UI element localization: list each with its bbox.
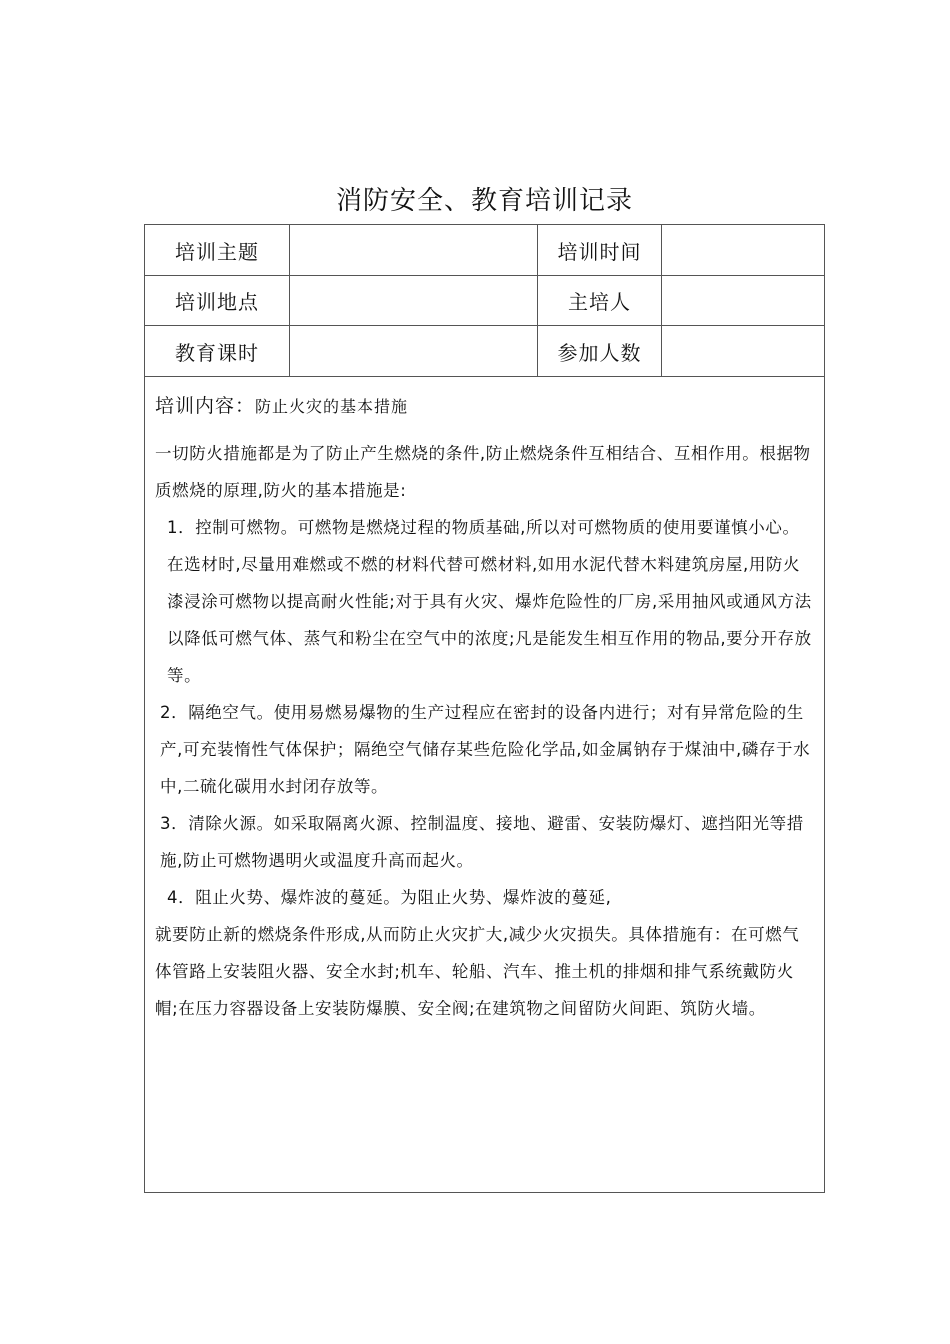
training-time-label: 培训时间: [538, 225, 662, 275]
training-time-value: [662, 225, 824, 275]
training-location-label: 培训地点: [145, 275, 290, 325]
training-content-heading: [155, 387, 814, 425]
class-hours-label: 教育课时: [145, 326, 290, 376]
measure-stop-spread-details: 就要防止新的燃烧条件形成,从而防止火灾扩大,减少火灾损失。具体措施有：在可燃气体管路上安装阻火器、安全水封;机车、轮船、汽车、推土机的排烟和排气系统戴防火帽;在压力容器设备上安装防爆膜、安全阀;在建筑物之间留防火间距、筑防火墙。: [155, 925, 800, 1018]
training-record-table: [144, 224, 825, 1193]
class-hours-value: [290, 326, 538, 376]
attendee-count-label: 参加人数: [538, 326, 662, 376]
measure-control-combustibles: 1．控制可燃物。可燃物是燃烧过程的物质基础,所以对可燃物质的使用要谨慎小心。在选材时,尽量用难燃或不燃的材料代替可燃材料,如用水泥代替木料建筑房屋,用防火漆浸涂可燃物以提高耐火性能;对于具有火灾、爆炸危险性的厂房,采用抽风或通风方法以降低可燃气体、蒸气和粉尘在空气中的浓度;凡是能发生相互作用的物品,要分开存放等。: [167, 518, 812, 685]
intro-paragraph: 一切防火措施都是为了防止产生燃烧的条件,防止燃烧条件互相结合、互相作用。根据物质燃烧的原理,防火的基本措施是:: [155, 444, 811, 500]
trainer-label: 主培人: [538, 275, 662, 325]
table-row-topic-time: [145, 225, 824, 276]
training-content-cell: [145, 377, 824, 1192]
training-topic-label: 培训主题: [145, 225, 290, 275]
table-row-location-trainer: [145, 275, 824, 326]
table-row-hours-attendees: [145, 326, 824, 377]
measure-remove-ignition: 3．清除火源。如采取隔离火源、控制温度、接地、避雷、安装防爆灯、遮挡阳光等措施,防止可燃物遇明火或温度升高而起火。: [160, 814, 804, 870]
training-content-topic: 防止火灾的基本措施: [255, 397, 409, 416]
training-location-value: [290, 275, 538, 325]
trainer-value: [662, 275, 824, 325]
training-content-label: 培训内容：: [155, 395, 256, 417]
measure-stop-spread: 4．阻止火势、爆炸波的蔓延。为阻止火势、爆炸波的蔓延,: [167, 888, 612, 907]
training-topic-value: [290, 225, 538, 275]
page-title: 消防安全、教育培训记录: [335, 186, 633, 216]
measure-isolate-air: 2．隔绝空气。使用易燃易爆物的生产过程应在密封的设备内进行；对有异常危险的生产,可充装惰性气体保护；隔绝空气储存某些危险化学品,如金属钠存于煤油中,磷存于水中,二硫化碳用水封闭存放等。: [160, 703, 811, 796]
attendee-count-value: [662, 326, 824, 376]
